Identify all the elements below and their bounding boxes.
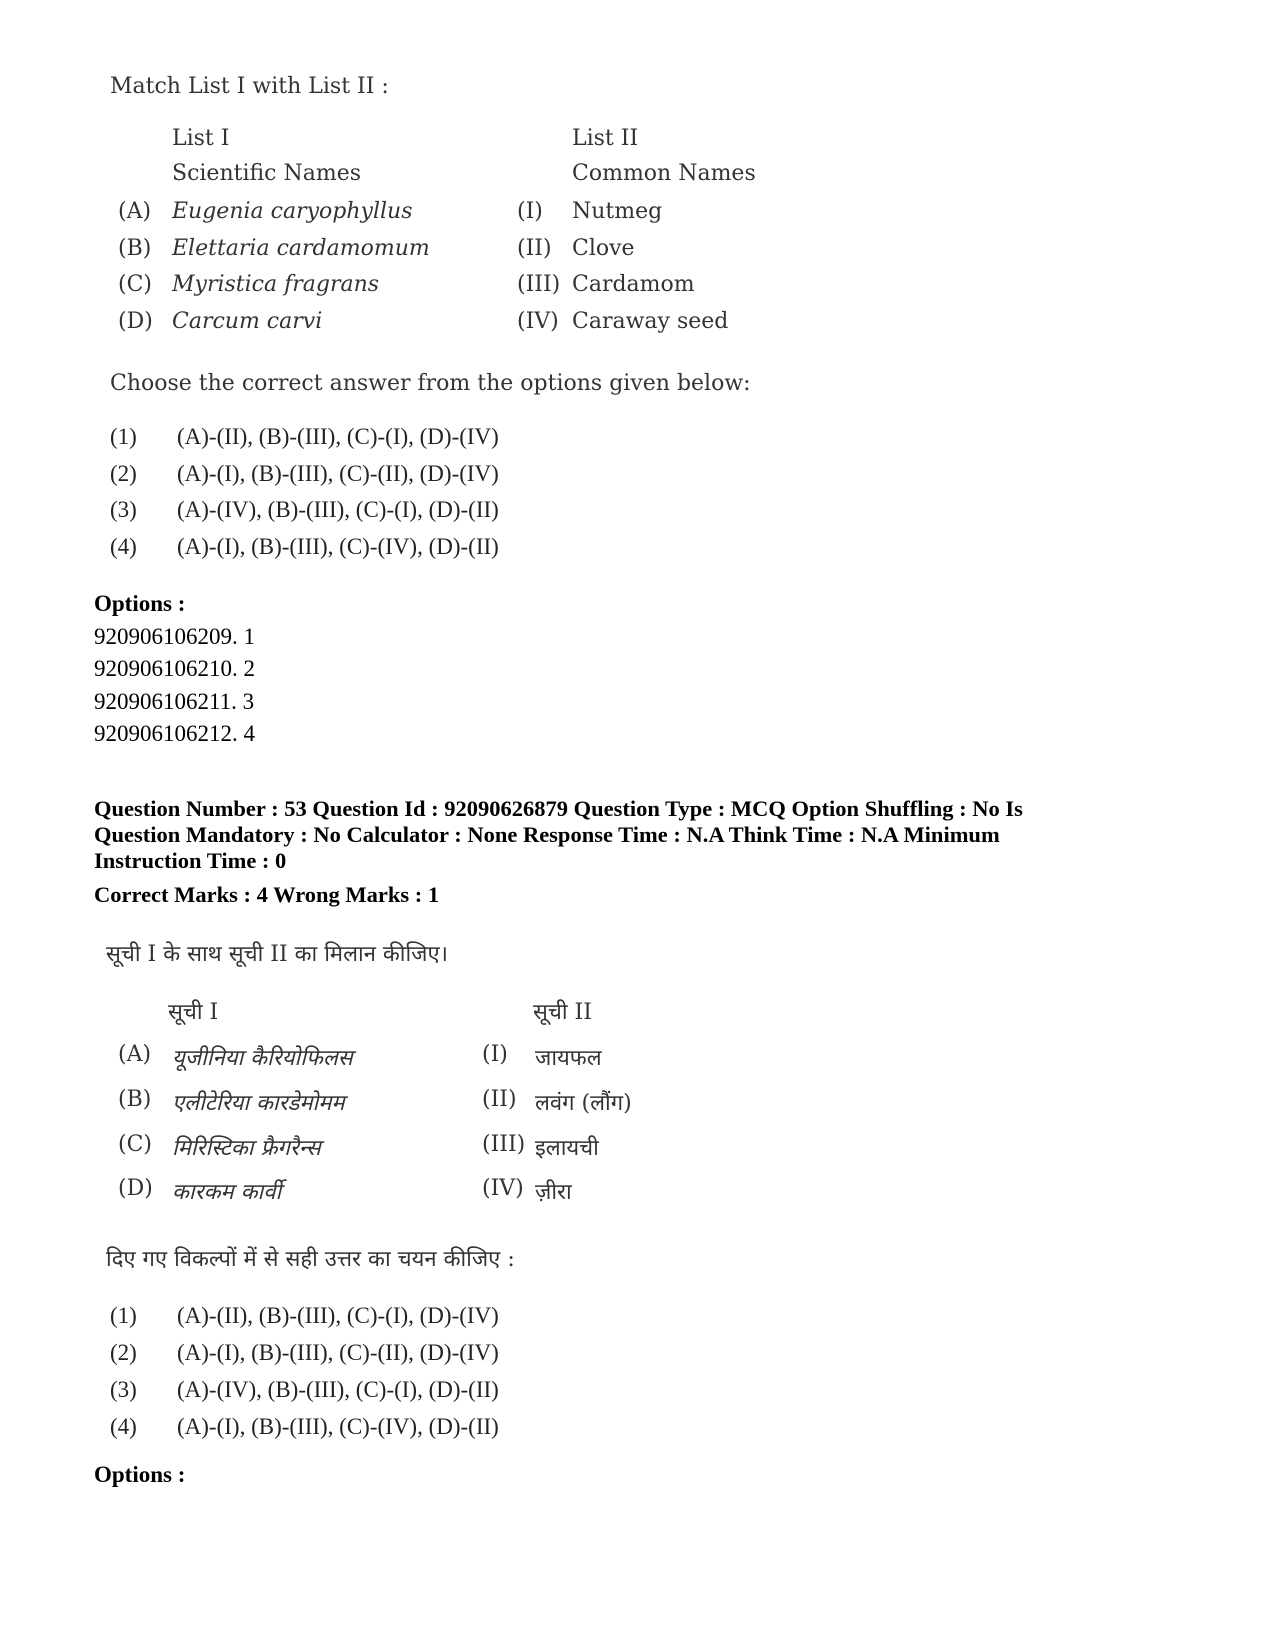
option-id: 920906106210. 2: [94, 656, 255, 681]
q52-scientific-name: Carcum carvi: [172, 309, 323, 334]
q53-row-key: (B): [118, 1087, 152, 1112]
q52-row-key: (I): [517, 199, 543, 224]
q53-choice-text: (A)-(I), (B)-(III), (C)-(IV), (D)-(II): [177, 1414, 499, 1439]
q52-common-name: Clove: [572, 236, 635, 261]
q52-choice-text: (A)-(II), (B)-(III), (C)-(I), (D)-(IV): [177, 424, 499, 449]
q53-choice-number: (4): [110, 1414, 137, 1439]
q53-scientific-name: मिरिस्टिका फ्रैगरैन्स: [172, 1136, 321, 1161]
q53-row-key: (I): [482, 1042, 508, 1067]
q52-row-key: (A): [118, 199, 152, 224]
q53-meta-line: Question Number : 53 Question Id : 92090626879 Question Type : MCQ Option Shuffling : No Is: [94, 796, 1023, 821]
q52-scientific-name: Elettaria cardamomum: [172, 236, 430, 261]
q52-scientific-name: Eugenia caryophyllus: [172, 199, 413, 224]
q52-choice-text: (A)-(I), (B)-(III), (C)-(IV), (D)-(II): [177, 534, 499, 559]
q53-choice-number: (1): [110, 1303, 137, 1328]
q53-choice-text: (A)-(IV), (B)-(III), (C)-(I), (D)-(II): [177, 1377, 499, 1402]
q53-instruction: दिए गए विकल्पों में से सही उत्तर का चयन कीजिए :: [106, 1247, 515, 1272]
q53-meta-line: Instruction Time : 0: [94, 848, 287, 873]
q52-row-key: (IV): [517, 309, 559, 334]
q53-row-key: (D): [118, 1176, 153, 1201]
q52-choice-number: (4): [110, 534, 137, 559]
q52-list2-title: List II: [572, 126, 639, 151]
q53-common-name: इलायची: [535, 1136, 599, 1161]
option-id: 920906106211. 3: [94, 689, 255, 714]
q53-scientific-name: कारकम कार्वी: [172, 1180, 282, 1205]
q52-choice-number: (3): [110, 497, 137, 522]
q52-scientific-name: Myristica fragrans: [172, 272, 380, 297]
q53-list2-title: सूची II: [533, 1000, 592, 1025]
q53-meta-line: Question Mandatory : No Calculator : None Response Time : N.A Think Time : N.A Minimum: [94, 822, 1000, 847]
q53-choice-text: (A)-(II), (B)-(III), (C)-(I), (D)-(IV): [177, 1303, 499, 1328]
q52-row-key: (II): [517, 236, 552, 261]
q52-choice-text: (A)-(I), (B)-(III), (C)-(II), (D)-(IV): [177, 461, 499, 486]
option-id: 920906106212. 4: [94, 721, 255, 746]
q52-heading: Match List I with List II :: [110, 74, 389, 99]
q52-row-key: (C): [118, 272, 152, 297]
q53-common-name: जायफल: [535, 1046, 602, 1071]
q52-row-key: (B): [118, 236, 152, 261]
q53-row-key: (C): [118, 1132, 152, 1157]
q52-list2-subtitle: Common Names: [572, 161, 756, 186]
q53-row-key: (III): [482, 1132, 526, 1157]
q53-choice-number: (2): [110, 1340, 137, 1365]
q52-row-key: (III): [517, 272, 561, 297]
q52-choice-number: (1): [110, 424, 137, 449]
q52-common-name: Caraway seed: [572, 309, 729, 334]
q53-row-key: (II): [482, 1087, 517, 1112]
q53-choice-text: (A)-(I), (B)-(III), (C)-(II), (D)-(IV): [177, 1340, 499, 1365]
q53-common-name: ज़ीरा: [535, 1180, 572, 1205]
q52-list1-title: List I: [172, 126, 230, 151]
options-label: Options :: [94, 591, 186, 616]
q53-marks: Correct Marks : 4 Wrong Marks : 1: [94, 882, 440, 907]
q52-list1-subtitle: Scientific Names: [172, 161, 362, 186]
q52-row-key: (D): [118, 309, 153, 334]
q53-common-name: लवंग (लौंग): [535, 1091, 632, 1116]
q53-list1-title: सूची I: [168, 1000, 219, 1025]
q52-choice-number: (2): [110, 461, 137, 486]
q52-instruction: Choose the correct answer from the options given below:: [110, 371, 751, 396]
q53-scientific-name: एलीटेरिया कारडेमोमम: [172, 1091, 345, 1116]
options-label: Options :: [94, 1462, 186, 1487]
q52-common-name: Cardamom: [572, 272, 695, 297]
q53-heading: सूची I के साथ सूची II का मिलान कीजिए।: [106, 942, 449, 967]
option-id: 920906106209. 1: [94, 624, 255, 649]
q53-choice-number: (3): [110, 1377, 137, 1402]
q52-common-name: Nutmeg: [572, 199, 663, 224]
q53-row-key: (IV): [482, 1176, 524, 1201]
q52-choice-text: (A)-(IV), (B)-(III), (C)-(I), (D)-(II): [177, 497, 499, 522]
q53-row-key: (A): [118, 1042, 152, 1067]
q53-scientific-name: यूजीनिया कैरियोफिलस: [172, 1046, 353, 1071]
